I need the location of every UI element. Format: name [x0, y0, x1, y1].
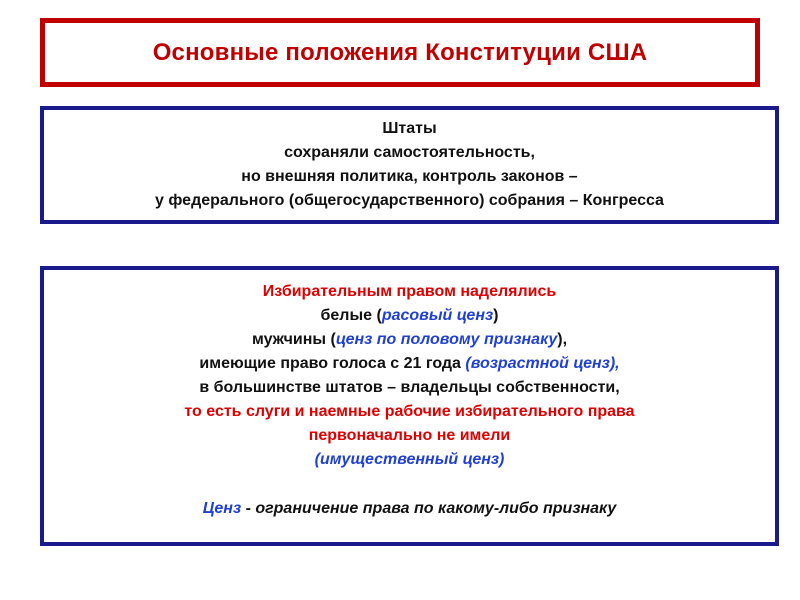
men-line — [252, 328, 567, 352]
age-census-note: (возрастной ценз), — [460, 355, 620, 372]
census-term: Ценз — [202, 500, 242, 517]
census-definition: - ограничение права по какому-либо признаку — [241, 500, 617, 517]
white-men-line — [321, 304, 499, 328]
white-paren-open: ( — [372, 307, 382, 324]
property-census-note: (имущественный ценз) — [314, 451, 505, 468]
servants-line-1: то есть слуги и наемные рабочие избирательного права — [184, 403, 635, 420]
definition-line — [203, 497, 617, 521]
racial-census-note: расовый ценз — [381, 307, 494, 324]
servants-line-2: первоначально не имели — [308, 427, 511, 444]
gender-census-note: ценз по половому признаку — [335, 331, 558, 348]
title-box — [40, 18, 760, 87]
states-line-4: у федерального (общегосударственного) собрания – Конгресса — [155, 192, 664, 209]
suffrage-heading: Избирательным правом наделялись — [262, 283, 557, 300]
states-box — [40, 106, 779, 224]
men-paren-close: ), — [557, 331, 568, 348]
states-line-1: Штаты — [382, 120, 437, 137]
slide-title: Основные положения Конституции США — [152, 38, 648, 66]
suffrage-box — [40, 266, 779, 546]
states-line-2: сохраняли самостоятельность, — [284, 144, 535, 161]
white-label: белые — [320, 307, 373, 324]
property-owners-line: в большинстве штатов – владельцы собственности, — [199, 379, 620, 396]
men-paren-open: ( — [326, 331, 336, 348]
white-paren-close: ) — [493, 307, 499, 324]
age-label: имеющие право голоса с 21 года — [199, 355, 461, 372]
age-line — [199, 352, 619, 376]
men-label: мужчины — [251, 331, 327, 348]
states-line-3: но внешняя политика, контроль законов – — [241, 168, 578, 185]
